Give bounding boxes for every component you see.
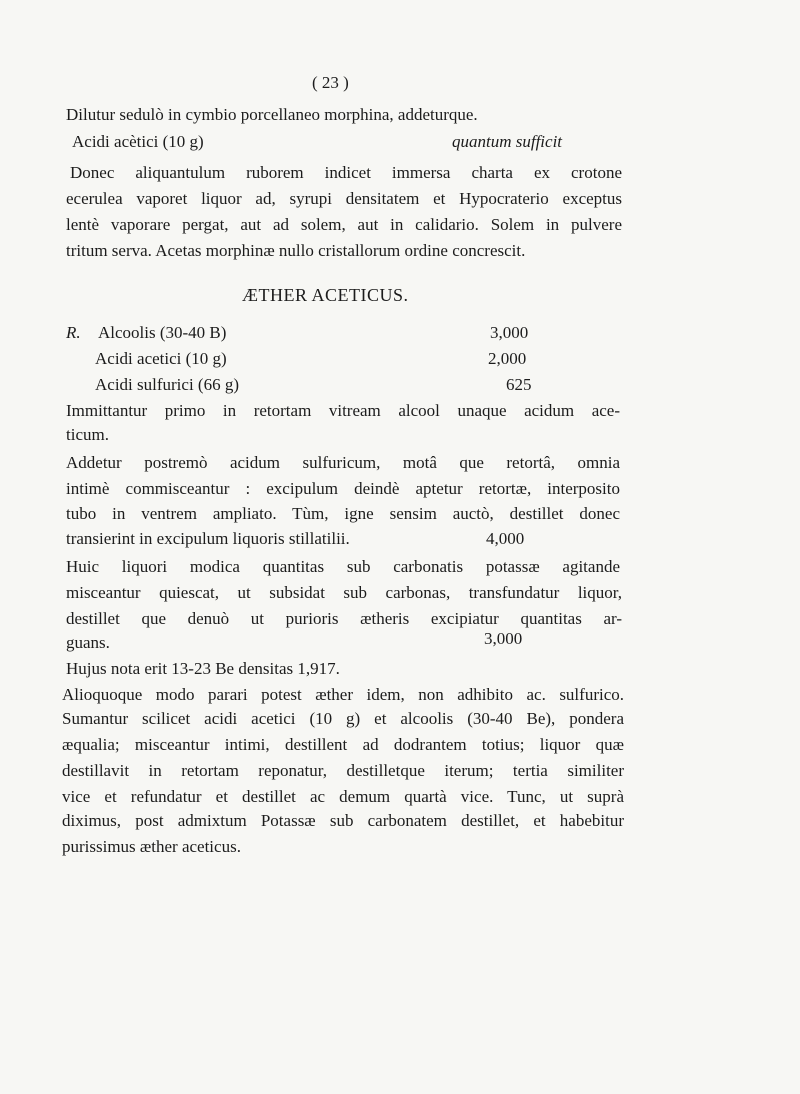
recipe-amount: 3,000 <box>490 323 529 342</box>
recipe-amount: 2,000 <box>488 349 527 368</box>
recipe-amount: 625 <box>506 375 532 394</box>
text-line: Sumantur scilicet acidi acetici (10 g) et alcoolis (30-40 Be), pondera <box>62 709 624 728</box>
text-line: ecerulea vaporet liquor ad, syrupi densitatem et Hypocraterio exceptus <box>66 189 622 208</box>
amount-value: 3,000 <box>484 629 523 648</box>
text-line: Hujus nota erit 13-23 Be densitas 1,917. <box>66 659 340 678</box>
text-line: misceantur quiescat, ut subsidat sub carbonas, transfundatur liquor, <box>66 583 622 602</box>
text-line: destillavit in retortam reponatur, destilletque iterum; tertia similiter <box>62 761 624 780</box>
text-line: Addetur postremò acidum sulfuricum, motâ que retortâ, omnia <box>66 453 620 472</box>
text-line: lentè vaporare pergat, aut ad solem, aut in calidario. Solem in pulvere <box>66 215 622 234</box>
page-number: ( 23 ) <box>312 73 349 92</box>
text-line: æqualia; misceantur intimi, destillent ad dodrantem totius; liquor quæ <box>62 735 624 754</box>
text-line: Donec aliquantulum ruborem indicet immersa charta ex crotone <box>70 163 622 182</box>
section-heading: ÆTHER ACETICUS. <box>242 285 409 305</box>
text-line: tritum serva. Acetas morphinæ nullo cristallorum ordine concrescit. <box>66 241 526 260</box>
text-line: transierint in excipulum liquoris stillatilii. <box>66 529 350 548</box>
recipe-symbol: R. <box>66 323 81 342</box>
text-line: diximus, post admixtum Potassæ sub carbonatem destillet, et habebitur <box>62 811 624 830</box>
recipe-item: Acidi acetici (10 g) <box>95 349 227 368</box>
text-line: Immittantur primo in retortam vitream alcool unaque acidum ace- <box>66 401 620 420</box>
recipe-item: Acidi sulfurici (66 g) <box>95 375 239 394</box>
text-line: intimè commisceantur : excipulum deindè aptetur retortæ, interposito <box>66 479 620 498</box>
amount-value: 4,000 <box>486 529 525 548</box>
text-line: Huic liquori modica quantitas sub carbonatis potassæ agitande <box>66 557 620 576</box>
text-line: destillet que denuò ut purioris ætheris excipiatur quantitas ar- <box>66 609 622 628</box>
text-line: purissimus æther aceticus. <box>62 837 241 856</box>
text-line: Alioquoque modo parari potest æther idem, non adhibito ac. sulfurico. <box>62 685 624 704</box>
text-line: guans. <box>66 633 110 652</box>
text-line: vice et refundatur et destillet ac demum quartà vice. Tunc, ut suprà <box>62 787 624 806</box>
text-line: Dilutur sedulò in cymbio porcellaneo morphina, addeturque. <box>66 105 478 124</box>
recipe-item: Alcoolis (30-40 B) <box>98 323 227 342</box>
text-line: ticum. <box>66 425 109 444</box>
text-line: tubo in ventrem ampliato. Tùm, igne sensim auctò, destillet donec <box>66 504 620 523</box>
quantity-note: quantum sufficit <box>452 132 563 151</box>
text-line: Acidi acètici (10 g) <box>72 132 204 151</box>
